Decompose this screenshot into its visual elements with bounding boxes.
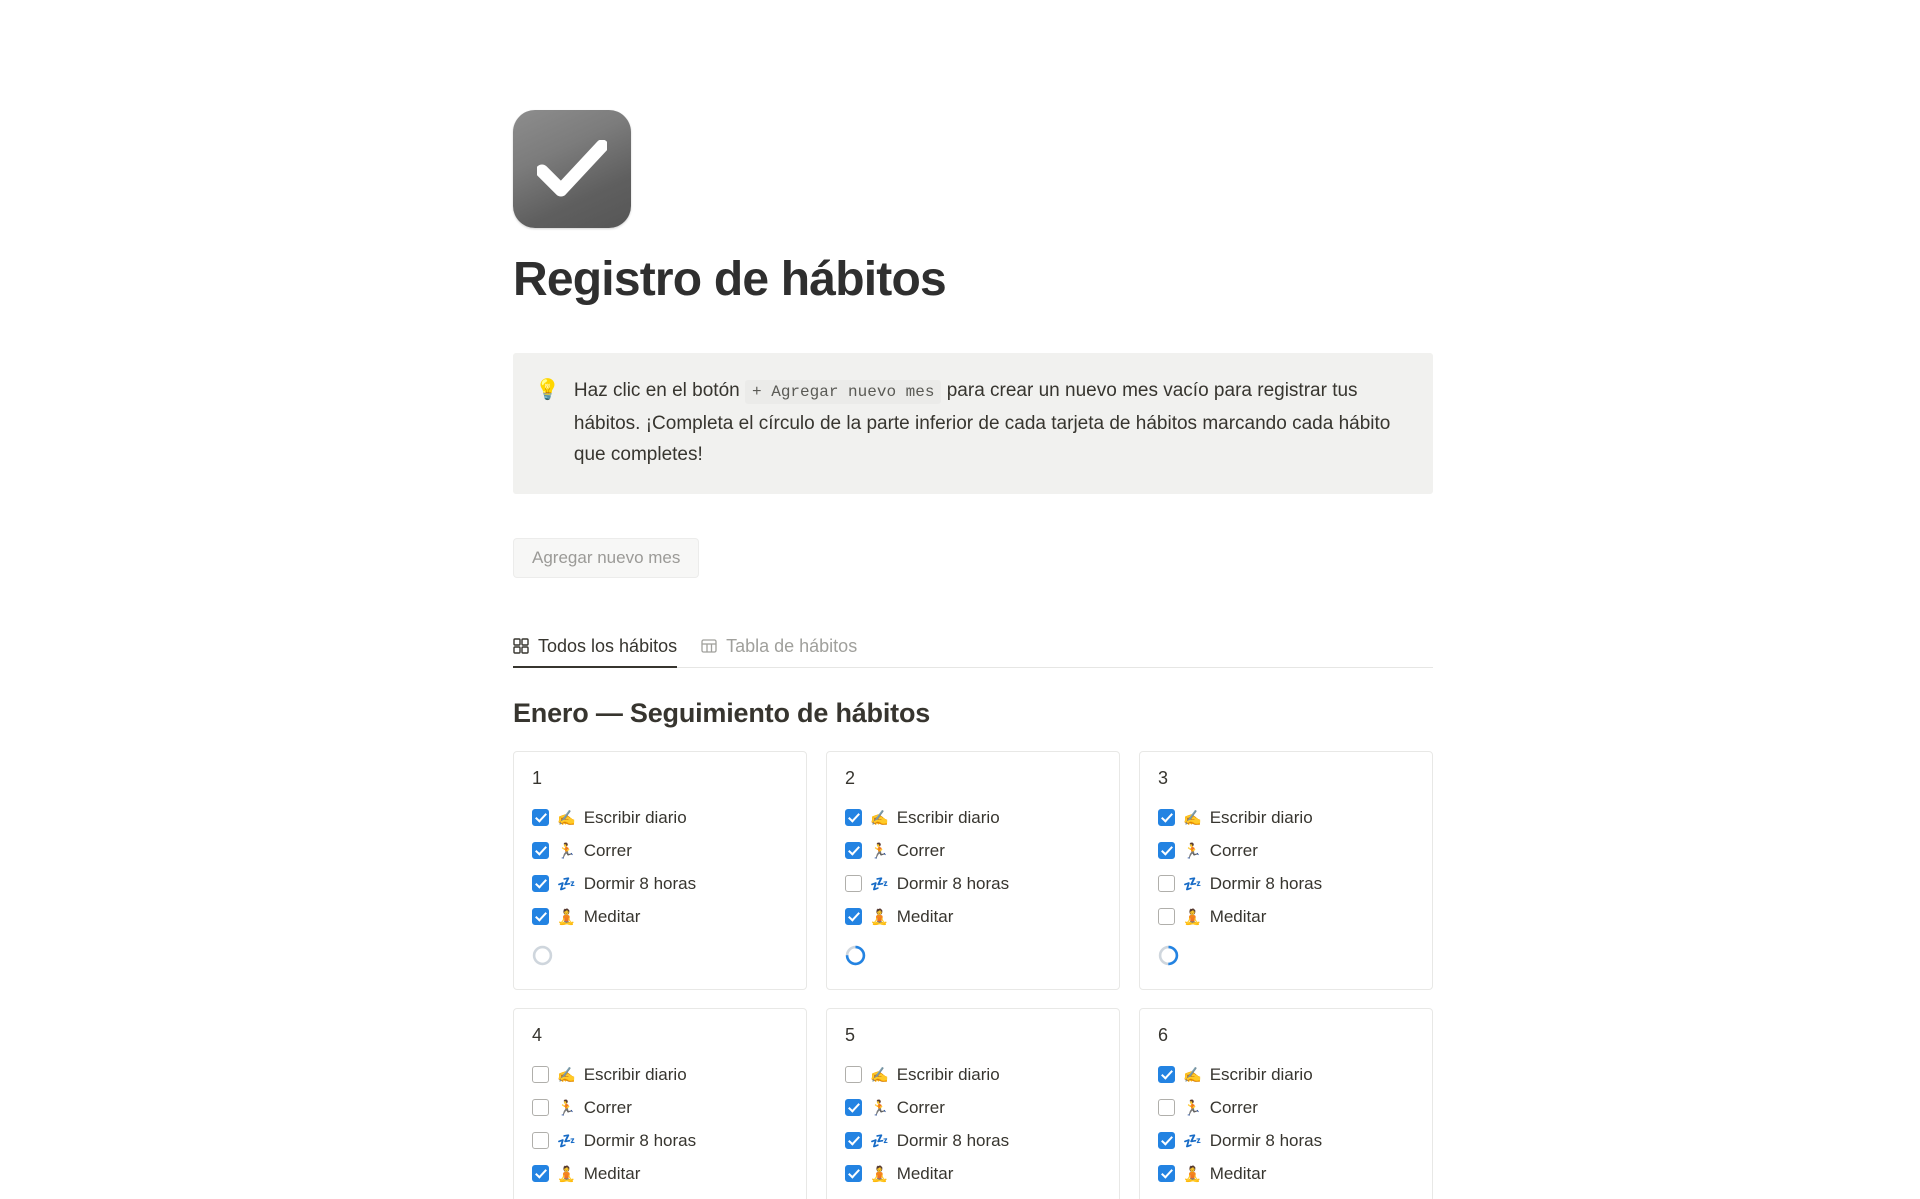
habit-emoji: 💤 — [557, 875, 576, 893]
habit-card — [826, 751, 1120, 990]
habit-label: Escribir diario — [1209, 807, 1313, 827]
habit-row — [1158, 801, 1414, 834]
view-tabs — [513, 626, 1433, 668]
habit-checkbox[interactable] — [532, 1132, 549, 1149]
page-title: Registro de hábitos — [513, 253, 946, 306]
gallery-view-icon — [513, 638, 529, 654]
month-heading: Enero — Seguimiento de hábitos — [513, 697, 931, 728]
habit-row — [845, 900, 1101, 933]
habit-row — [845, 834, 1101, 867]
habit-row — [532, 867, 788, 900]
habit-row — [1158, 1157, 1414, 1190]
habit-emoji: ✍️ — [557, 809, 576, 827]
habit-emoji: 🏃 — [1183, 1099, 1202, 1117]
habit-card — [1139, 1008, 1433, 1199]
habit-progress-ring[interactable] — [845, 945, 866, 966]
habit-checkbox[interactable] — [532, 1165, 549, 1182]
habit-checkbox[interactable] — [845, 809, 862, 826]
habit-card-day: 6 — [1158, 1025, 1169, 1046]
habit-label: Correr — [896, 1097, 945, 1117]
tab-habits-table[interactable] — [701, 636, 857, 667]
callout-inline-code: + Agregar nuevo mes — [745, 380, 941, 404]
add-new-month-button[interactable]: Agregar nuevo mes — [513, 538, 699, 578]
habit-row — [845, 1091, 1101, 1124]
habit-emoji: 🏃 — [557, 842, 576, 860]
habit-emoji: 🧘 — [557, 908, 576, 926]
habit-row — [532, 900, 788, 933]
habit-checkbox[interactable] — [845, 1165, 862, 1182]
callout-text — [574, 375, 1407, 470]
habit-progress-ring[interactable] — [532, 945, 553, 966]
habit-card-day: 2 — [845, 768, 856, 789]
habit-label: Meditar — [896, 906, 954, 926]
habit-label: Escribir diario — [583, 807, 687, 827]
habit-card-day: 5 — [845, 1025, 856, 1046]
habit-label: Meditar — [1209, 906, 1267, 926]
habit-label: Escribir diario — [583, 1064, 687, 1084]
habit-checkbox[interactable] — [845, 908, 862, 925]
habit-checkbox[interactable] — [1158, 1099, 1175, 1116]
habit-emoji: 🏃 — [870, 1099, 889, 1117]
habit-checkbox[interactable] — [845, 1132, 862, 1149]
habit-label: Meditar — [896, 1163, 954, 1183]
habit-label: Escribir diario — [896, 1064, 1000, 1084]
habit-card-day: 4 — [532, 1025, 543, 1046]
habit-emoji: 💤 — [1183, 875, 1202, 893]
habit-row — [532, 1058, 788, 1091]
habit-checkbox[interactable] — [1158, 908, 1175, 925]
habit-row — [845, 801, 1101, 834]
habit-cards-grid — [513, 751, 1433, 1199]
tab-all-habits-label: Todos los hábitos — [538, 635, 678, 656]
habit-label: Dormir 8 horas — [896, 873, 1010, 893]
habit-checkbox[interactable] — [845, 1099, 862, 1116]
habit-checkbox[interactable] — [845, 875, 862, 892]
habit-row — [1158, 1091, 1414, 1124]
habit-emoji: 🏃 — [870, 842, 889, 860]
habit-row — [532, 1157, 788, 1190]
habit-label: Correr — [583, 840, 632, 860]
callout-text-after: para crear un nuevo mes vacío para registrar tus hábitos. ¡Completa el círculo de la parte inferior de cada tarjeta de hábitos marcando cada hábito que completes! — [573, 379, 1391, 465]
habit-row — [532, 1091, 788, 1124]
habit-label: Meditar — [1209, 1163, 1267, 1183]
callout-text-before: Haz clic en el botón — [573, 379, 740, 401]
habit-row — [532, 1124, 788, 1157]
habit-emoji: 🧘 — [870, 908, 889, 926]
habit-row — [845, 1058, 1101, 1091]
habit-card — [826, 1008, 1120, 1199]
checkmark-app-icon — [513, 110, 631, 228]
habit-row — [1158, 900, 1414, 933]
info-callout — [513, 353, 1433, 494]
habit-checkbox[interactable] — [532, 908, 549, 925]
habit-label: Correr — [1209, 840, 1258, 860]
habit-card-day: 3 — [1158, 768, 1169, 789]
habit-checkbox[interactable] — [532, 875, 549, 892]
habit-checkbox[interactable] — [1158, 842, 1175, 859]
habit-label: Correr — [583, 1097, 632, 1117]
habit-label: Meditar — [583, 906, 641, 926]
habit-label: Dormir 8 horas — [896, 1130, 1010, 1150]
habit-card — [513, 1008, 807, 1199]
table-view-icon — [701, 638, 717, 654]
habit-label: Correr — [1209, 1097, 1258, 1117]
habit-emoji: 💤 — [870, 875, 889, 893]
habit-emoji: 🏃 — [557, 1099, 576, 1117]
habit-card-day: 1 — [532, 768, 543, 789]
tab-habits-table-label: Tabla de hábitos — [726, 635, 858, 656]
habit-checkbox[interactable] — [845, 842, 862, 859]
tab-all-habits[interactable] — [513, 636, 677, 667]
habit-label: Dormir 8 horas — [583, 1130, 697, 1150]
habit-row — [845, 867, 1101, 900]
habit-emoji: ✍️ — [1183, 1066, 1202, 1084]
habit-row — [1158, 1058, 1414, 1091]
habit-label: Escribir diario — [1209, 1064, 1313, 1084]
habit-checkbox[interactable] — [1158, 1066, 1175, 1083]
habit-checkbox[interactable] — [532, 1099, 549, 1116]
habit-label: Meditar — [583, 1163, 641, 1183]
habit-emoji: 🧘 — [1183, 908, 1202, 926]
habit-label: Correr — [896, 840, 945, 860]
habit-checkbox[interactable] — [532, 809, 549, 826]
lightbulb-icon: 💡 — [535, 378, 560, 401]
habit-progress-ring[interactable] — [1158, 945, 1179, 966]
habit-emoji: 🧘 — [870, 1165, 889, 1183]
habit-checkbox[interactable] — [1158, 1132, 1175, 1149]
habit-checkbox[interactable] — [532, 842, 549, 859]
habit-label: Dormir 8 horas — [1209, 873, 1323, 893]
habit-card — [1139, 751, 1433, 990]
habit-label: Escribir diario — [896, 807, 1000, 827]
habit-emoji: 🏃 — [1183, 842, 1202, 860]
habit-row — [532, 801, 788, 834]
habit-checkbox[interactable] — [1158, 1165, 1175, 1182]
habit-emoji: ✍️ — [870, 809, 889, 827]
habit-row — [1158, 834, 1414, 867]
habit-emoji: ✍️ — [870, 1066, 889, 1084]
habit-row — [845, 1157, 1101, 1190]
habit-emoji: 💤 — [557, 1132, 576, 1150]
habit-row — [1158, 867, 1414, 900]
habit-emoji: ✍️ — [1183, 809, 1202, 827]
habit-emoji: 🧘 — [1183, 1165, 1202, 1183]
habit-checkbox[interactable] — [1158, 809, 1175, 826]
habit-emoji: ✍️ — [557, 1066, 576, 1084]
habit-checkbox[interactable] — [845, 1066, 862, 1083]
habit-card — [513, 751, 807, 990]
habit-emoji: 💤 — [870, 1132, 889, 1150]
habit-emoji: 💤 — [1183, 1132, 1202, 1150]
page-content — [513, 0, 1433, 1199]
habit-label: Dormir 8 horas — [583, 873, 697, 893]
habit-checkbox[interactable] — [1158, 875, 1175, 892]
habit-row — [532, 834, 788, 867]
habit-checkbox[interactable] — [532, 1066, 549, 1083]
habit-label: Dormir 8 horas — [1209, 1130, 1323, 1150]
habit-emoji: 🧘 — [557, 1165, 576, 1183]
habit-row — [1158, 1124, 1414, 1157]
habit-row — [845, 1124, 1101, 1157]
